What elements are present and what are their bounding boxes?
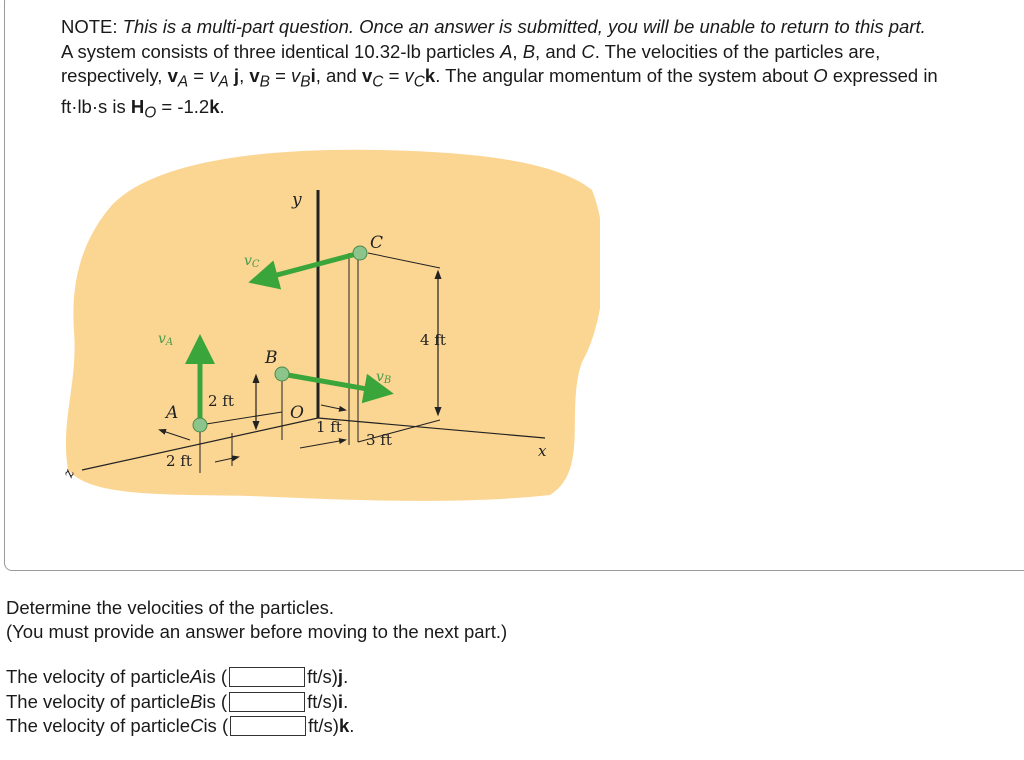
- question-prompt: Determine the velocities of the particles. (You must provide an answer before moving to the next part.): [6, 597, 508, 642]
- note-line: NOTE: This is a multi-part question. Once an answer is submitted, you will be unable to return to this part.: [61, 16, 926, 37]
- answer-row-a: The velocity of particle A is ( ft/s)j.: [6, 666, 349, 688]
- particle-b: [275, 367, 289, 381]
- axis-x-label: x: [538, 442, 547, 460]
- particles-figure: [60, 143, 600, 503]
- problem-statement: [61, 15, 981, 126]
- axis-z-label: z: [60, 467, 78, 480]
- particle-c: [353, 246, 367, 260]
- answer-rows: [6, 665, 354, 739]
- dim-3ft: 3 ft: [366, 431, 392, 449]
- axis-y-label: y: [292, 190, 302, 210]
- dim-4ft: 4 ft: [420, 331, 446, 349]
- problem-text: A system consists of three identical 10.32-lb particles A, B, and C. The velocities of the particles are, respectively, $v_A = v_A$ j, $v_B = v_Bi$, and $v_C = v_Ck$. The angular momentum of the system about O expressed in ft·lb·s is $H_O = -1.2k$.: [61, 40, 938, 122]
- label-b: B: [265, 348, 278, 368]
- label-va: vA: [158, 331, 174, 348]
- answer-row-c: The velocity of particle C is ( ft/s)k.: [6, 715, 355, 737]
- label-c: C: [370, 233, 384, 253]
- dim-2ft-vertical: 2 ft: [208, 392, 234, 410]
- label-o: O: [290, 403, 304, 423]
- dim-1ft: 1 ft: [316, 418, 342, 436]
- label-vc: vC: [244, 253, 260, 270]
- label-a: A: [166, 403, 179, 423]
- background-blob: [66, 150, 600, 501]
- label-vb: vB: [376, 369, 392, 386]
- velocity-b-input[interactable]: [229, 692, 305, 712]
- velocity-a-input[interactable]: [229, 667, 305, 687]
- velocity-c-input[interactable]: [230, 716, 306, 736]
- particle-a: [193, 418, 207, 432]
- answer-row-b: The velocity of particle B is ( ft/s)i.: [6, 690, 349, 712]
- dim-2ft-horizontal: 2 ft: [166, 452, 192, 470]
